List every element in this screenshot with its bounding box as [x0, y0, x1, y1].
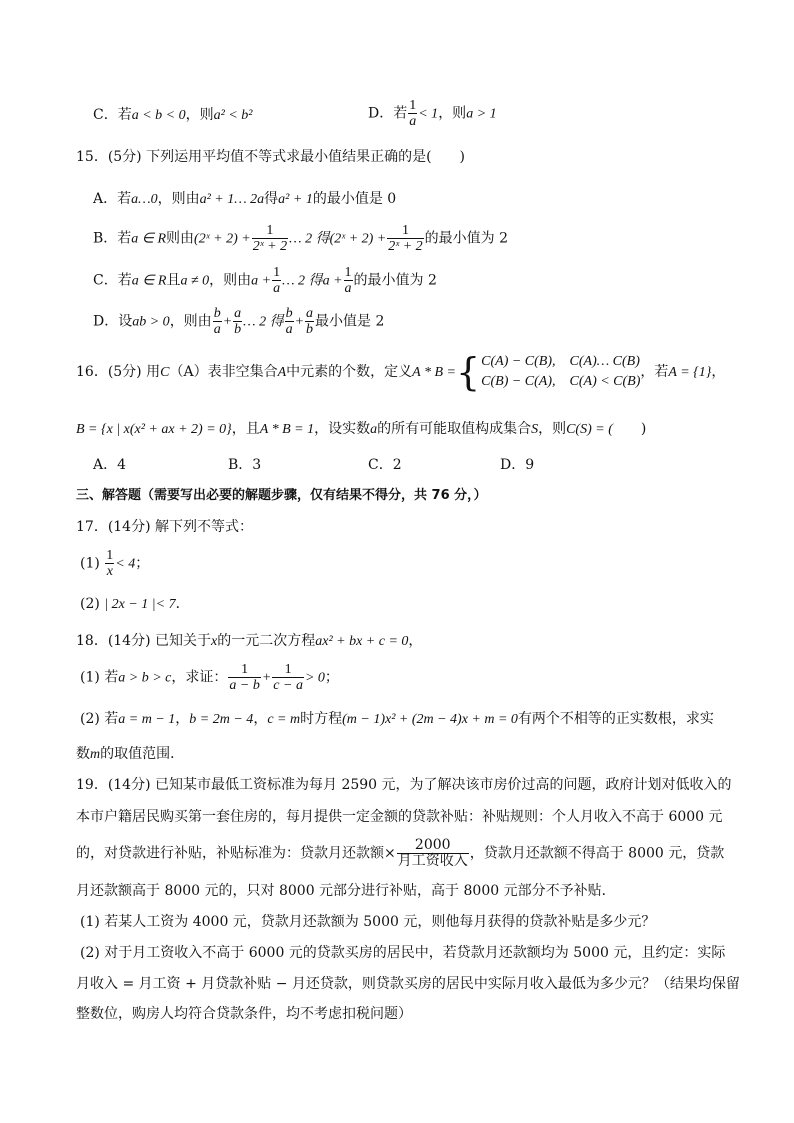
option-label: B．若 [93, 230, 132, 247]
fraction [397, 838, 469, 869]
fraction-denominator: 2ˣ + 2 [388, 239, 423, 254]
math: B = {x | x(x² + ax + 2) = 0} [76, 422, 232, 437]
text: 时方程 [300, 711, 343, 727]
text: ，且 [231, 421, 260, 437]
text: ． [175, 596, 190, 612]
q19-line1: 19．(14分) 已知某市最低工资标准为每月 2590 元，为了解决该市房价过高的问题，政府计划对低收入的 [76, 777, 732, 793]
text: ，若 [640, 364, 669, 380]
math: … 2 得 [282, 273, 323, 289]
fraction [408, 98, 417, 129]
text: 的最小值为 2 [353, 272, 437, 289]
fraction [305, 306, 314, 337]
text: 16．(5分) 用 [76, 364, 161, 380]
math: A [277, 365, 287, 380]
math: a² + 1… 2a [199, 192, 265, 207]
fraction-numerator: 1 [387, 223, 423, 239]
fraction-denominator: a [409, 114, 417, 129]
text: 的所有可能取值构成集合 [377, 421, 532, 437]
fraction-numerator: 1 [344, 265, 352, 280]
part-label: (1) 若 [80, 669, 119, 686]
math: x [211, 634, 218, 649]
q19-part2-line3: 整数位，购房人均符合贷款条件，均不考虑扣税问题） [76, 1006, 412, 1022]
fraction [252, 223, 288, 254]
fraction [213, 306, 222, 337]
math: (2ˣ + 2) + [194, 231, 251, 247]
q14-option-d [368, 98, 497, 129]
fraction-numerator: 1 [106, 548, 114, 563]
text: ， [711, 364, 726, 380]
fraction-numerator: 1 [252, 223, 288, 239]
math: a + [322, 273, 343, 289]
text: ， [175, 711, 190, 727]
q16-stem-line1 [76, 352, 725, 392]
text: ，设实数 [314, 421, 371, 437]
fraction-numerator: 1 [272, 662, 304, 678]
math: c = m [267, 712, 301, 727]
math: a ∈ R [131, 273, 167, 289]
math: + [294, 314, 305, 330]
fraction-denominator: a [273, 281, 281, 296]
math: (m − 1)x² + (2m − 4)x + m = 0 [342, 712, 518, 727]
math: b = 2m − 4 [189, 712, 254, 727]
math: ax² + bx + c = 0 [315, 634, 409, 649]
math: a [370, 422, 378, 437]
text: 中元素的个数，定义 [286, 364, 413, 380]
fraction-denominator: b [234, 322, 242, 337]
q16-option-b: B．3 [228, 457, 262, 473]
q17-part1 [80, 548, 149, 579]
q15-option-b [93, 223, 508, 254]
text: 数 [76, 746, 90, 762]
math: m [90, 747, 101, 762]
q18-stem [76, 632, 422, 651]
q19-part1: (1) 若某人工资为 4000 元，贷款月还款额为 5000 元，则他每月获得的贷款补贴是多少元？ [80, 914, 656, 930]
q14-option-c [93, 106, 252, 125]
math: a ∈ R [131, 231, 167, 247]
q18-part2-line1 [80, 710, 714, 729]
text: ， [408, 633, 423, 649]
math: … 2 得 [289, 231, 330, 247]
fraction [272, 662, 304, 693]
text: ，则由 [157, 191, 200, 207]
text: 18．(14分) 已知关于 [76, 633, 212, 649]
math: C(S) = ( [566, 422, 613, 437]
q19-part2-line1: (2) 对于月工资收入不高于 6000 元的贷款买房的居民中，若贷款月还款额均为 5000 元，且约定：实际 [80, 945, 726, 961]
fraction-numerator: 1 [409, 98, 417, 113]
fraction-denominator: 月工资收入 [397, 853, 468, 869]
text: ) [612, 421, 647, 437]
option-label: D．若 [368, 105, 408, 122]
math: < 4 [115, 556, 136, 572]
fraction [233, 306, 242, 337]
math: … 2 得 [243, 314, 284, 330]
fraction [105, 548, 114, 579]
part-label: (2) 若 [80, 711, 119, 727]
fraction-numerator: b [213, 306, 221, 321]
fraction [344, 265, 353, 296]
math: a ≠ 0 [180, 273, 210, 289]
text: ，则 [185, 107, 214, 123]
text: ，则由 [209, 272, 252, 289]
fraction [387, 223, 423, 254]
fraction-numerator: a [306, 306, 314, 321]
fraction-denominator: b [306, 322, 314, 337]
case-1: C(A) − C(B), C(A)… C(B) [481, 354, 640, 369]
text: ， [253, 711, 268, 727]
q15-option-a [93, 190, 396, 209]
math: C [160, 365, 170, 380]
text: 最小值是 2 [315, 313, 385, 330]
text: 的取值范围． [100, 746, 185, 762]
left-brace: { [455, 350, 481, 394]
fraction-numerator: 1 [228, 662, 260, 678]
math: A = {1} [668, 365, 712, 380]
text: 的，对贷款进行补贴，补贴标准为：贷款月还款额× [76, 845, 396, 862]
fraction-numerator: 2000 [397, 838, 469, 854]
text: 得 [264, 191, 279, 207]
text: ，则由 [169, 313, 212, 330]
math: | 2x − 1 |< 7 [104, 597, 176, 612]
math-result: a > 1 [466, 106, 497, 122]
case-2: C(B) − C(A), C(A) < C(B) [481, 374, 641, 389]
option-label: A．若 [93, 191, 132, 207]
q18-part1 [80, 662, 339, 693]
fraction-numerator: b [285, 306, 293, 321]
text: ； [324, 669, 339, 686]
fraction-denominator: 2ˣ + 2 [252, 239, 288, 254]
math: + [222, 314, 233, 330]
part-label: (1) [80, 555, 100, 572]
text: ； [135, 555, 150, 572]
math: ab > 0 [132, 314, 170, 330]
math: a² + 1 [278, 192, 313, 207]
q19-line3 [76, 838, 724, 869]
math: S [531, 422, 539, 437]
q17-part2 [80, 595, 190, 614]
fraction-denominator: a − b [229, 678, 260, 693]
math-result: a² < b² [213, 108, 253, 123]
math: + [261, 670, 272, 686]
q19-part2-line2: 月收入 = 月工资 + 月贷款补贴 − 月还贷款，则贷款买房的居民中实际月收入最低为多少元？（结果均保留 [76, 976, 740, 992]
text: 的最小值为 2 [424, 230, 509, 247]
math: a > b > c [118, 670, 172, 686]
q16-option-c: C．2 [368, 457, 402, 473]
math: a + [251, 273, 272, 289]
option-label: C．若 [93, 107, 132, 123]
piecewise-cases [481, 352, 640, 392]
math: A * B = 1 [259, 422, 315, 437]
q15-option-c [93, 265, 437, 296]
text: 的最小值是 0 [312, 191, 397, 207]
q16-option-d: D．9 [500, 457, 535, 473]
math-condition: a < b < 0 [131, 108, 186, 123]
math: a…0 [131, 192, 158, 207]
math: a = m − 1 [118, 712, 176, 727]
section-heading: 三、解答题（需要写出必要的解题步骤，仅有结果不得分，共 76 分，） [76, 488, 487, 503]
text: 则由 [166, 230, 195, 247]
text: ，贷款月还款额不得高于 8000 元，贷款 [469, 845, 725, 862]
q19-line4: 月还款额高于 8000 元的，只对 8000 元部分进行补贴，高于 8000 元部分不予补贴． [76, 883, 616, 899]
text: ，求证： [171, 669, 228, 686]
q16-option-a: A．4 [93, 457, 127, 473]
fraction-denominator: x [106, 564, 113, 579]
math: (2ˣ + 2) + [329, 231, 387, 247]
text: ，则 [538, 421, 567, 437]
fraction-numerator: 1 [273, 265, 281, 280]
text: ，则 [438, 105, 467, 122]
fraction [285, 306, 294, 337]
q15-option-d [93, 306, 384, 337]
q15-stem: 15．(5分) 下列运用平均值不等式求最小值结果正确的是( ) [76, 149, 466, 165]
q16-stem-line2 [76, 420, 646, 439]
text: （A）表非空集合 [169, 364, 278, 380]
fraction-denominator: a [344, 281, 352, 296]
fraction-denominator: a [213, 322, 221, 337]
math: A * B = [412, 365, 456, 380]
q19-line2: 本市户籍居民购买第一套住房的，每月提供一定金额的贷款补贴：补贴规则：个人月收入不高于 6000 元 [76, 809, 723, 825]
q18-part2-line2 [76, 745, 184, 764]
fraction [272, 265, 281, 296]
fraction-numerator: a [234, 306, 242, 321]
math: > 0 [304, 670, 325, 686]
math-condition: < 1 [418, 106, 439, 122]
part-label: (2) [80, 596, 100, 612]
fraction-denominator: c − a [273, 678, 303, 693]
option-label: C．若 [93, 272, 132, 289]
text: 的一元二次方程 [217, 633, 316, 649]
fraction [228, 662, 260, 693]
text: 且 [166, 272, 181, 289]
text: 有两个不相等的正实数根，求实 [517, 711, 714, 727]
fraction-denominator: a [285, 322, 293, 337]
q17-stem: 17．(14分) 解下列不等式： [76, 519, 254, 535]
option-label: D．设 [93, 313, 133, 330]
